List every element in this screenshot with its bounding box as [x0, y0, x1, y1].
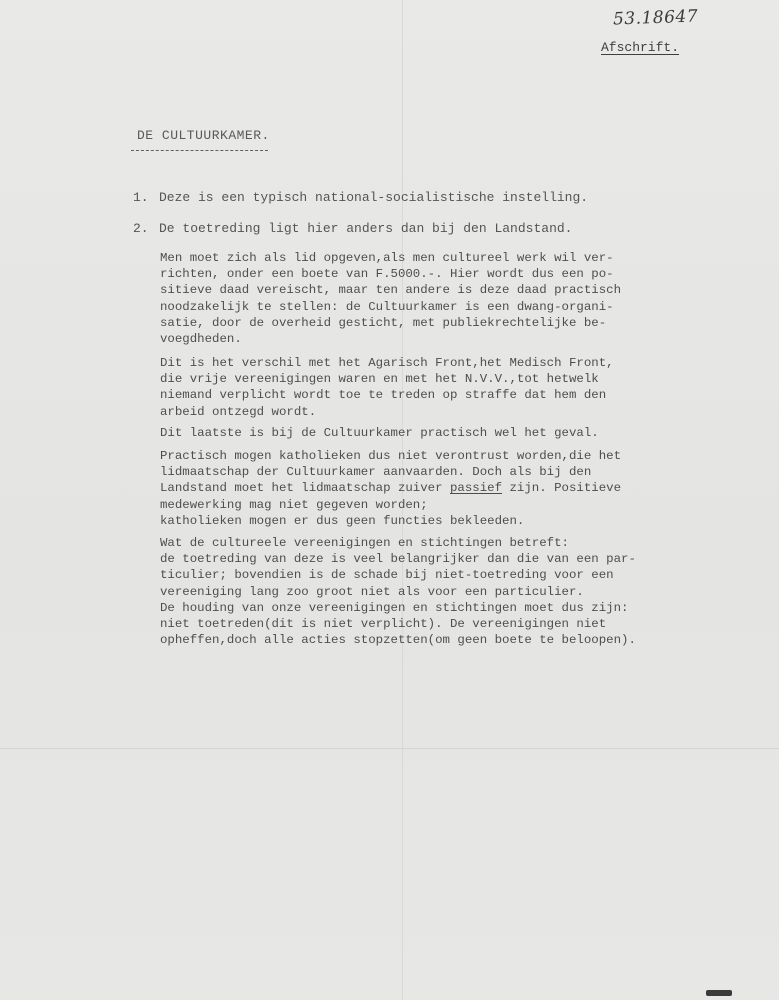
copy-label: Afschrift.: [601, 40, 680, 55]
numbered-item-2: [133, 221, 572, 236]
numbered-item-1: [133, 190, 588, 205]
paragraph-2: [160, 355, 760, 420]
text-line-with-emphasis: [160, 480, 760, 496]
text-line: medewerking mag niet gegeven worden;: [160, 497, 428, 512]
text-line: noodzakelijk te stellen: de Cultuurkamer is een dwang-organi-: [160, 299, 614, 314]
text-line: Dit laatste is bij de Cultuurkamer practisch wel het geval.: [160, 426, 599, 440]
text-line: katholieken mogen er dus geen functies bekleeden.: [160, 513, 525, 528]
text-line: opheffen,doch alle acties stopzetten(om geen boete te beloopen).: [160, 633, 636, 648]
text-line: Dit is het verschil met het Agarisch Front,het Medisch Front,: [160, 356, 614, 370]
text-line: niet toetreden(dit is niet verplicht). De vereenigingen niet: [160, 617, 607, 632]
handwritten-reference: 53.18647: [612, 6, 699, 30]
paragraph-1: [160, 250, 760, 347]
text-line: voegdheden.: [160, 332, 242, 347]
document-title: DE CULTUURKAMER.: [137, 128, 270, 143]
text-line: die vrije vereenigingen waren en met het N.V.V.,tot hetwelk: [160, 372, 599, 387]
text-line: ticulier; bovendien is de schade bij niet-toetreding voor een: [160, 568, 614, 583]
text-line: Wat de cultureele vereenigingen en stichtingen betreft:: [160, 536, 569, 550]
emphasized-word: passief: [450, 481, 503, 496]
text-line: Men moet zich als lid opgeven,als men cultureel werk wil ver-: [160, 251, 614, 265]
item-text: De toetreding ligt hier anders dan bij den Landstand.: [159, 221, 573, 236]
text-line: satie, door de overheid gesticht, met publiekrechtelijke be-: [160, 315, 607, 330]
text-line: De houding van onze vereenigingen en stichtingen moet dus zijn:: [160, 600, 629, 615]
item-text: Deze is een typisch national-socialistische instelling.: [159, 190, 589, 205]
text-line: niemand verplicht wordt toe te treden op straffe dat hem den: [160, 388, 607, 403]
text-line: sitieve daad vereischt, maar ten andere is deze daad practisch: [160, 283, 622, 298]
text-line: arbeid ontzegd wordt.: [160, 404, 317, 419]
text-line: de toetreding van deze is veel belangrijker dan die van een par-: [160, 552, 636, 567]
text-line: richten, onder een boete van F.5000.-. Hier wordt dus een po-: [160, 267, 614, 282]
paragraph-5: [160, 535, 760, 648]
text-fragment: Landstand moet het lidmaatschap zuiver: [160, 481, 450, 496]
title-underline: [131, 150, 268, 151]
item-number: 2.: [133, 221, 149, 236]
text-line: lidmaatschap der Cultuurkamer aanvaarden. Doch als bij den: [160, 465, 592, 480]
fold-line-horizontal: [0, 748, 779, 749]
paragraph-3: [160, 425, 760, 441]
text-line: vereeniging lang zoo groot niet als voor een particulier.: [160, 584, 584, 599]
paragraph-4: [160, 448, 760, 529]
page-corner-mark: [706, 990, 732, 996]
item-number: 1.: [133, 190, 149, 205]
text-fragment: zijn. Positieve: [502, 481, 622, 496]
text-line: Practisch mogen katholieken dus niet verontrust worden,die het: [160, 449, 622, 463]
